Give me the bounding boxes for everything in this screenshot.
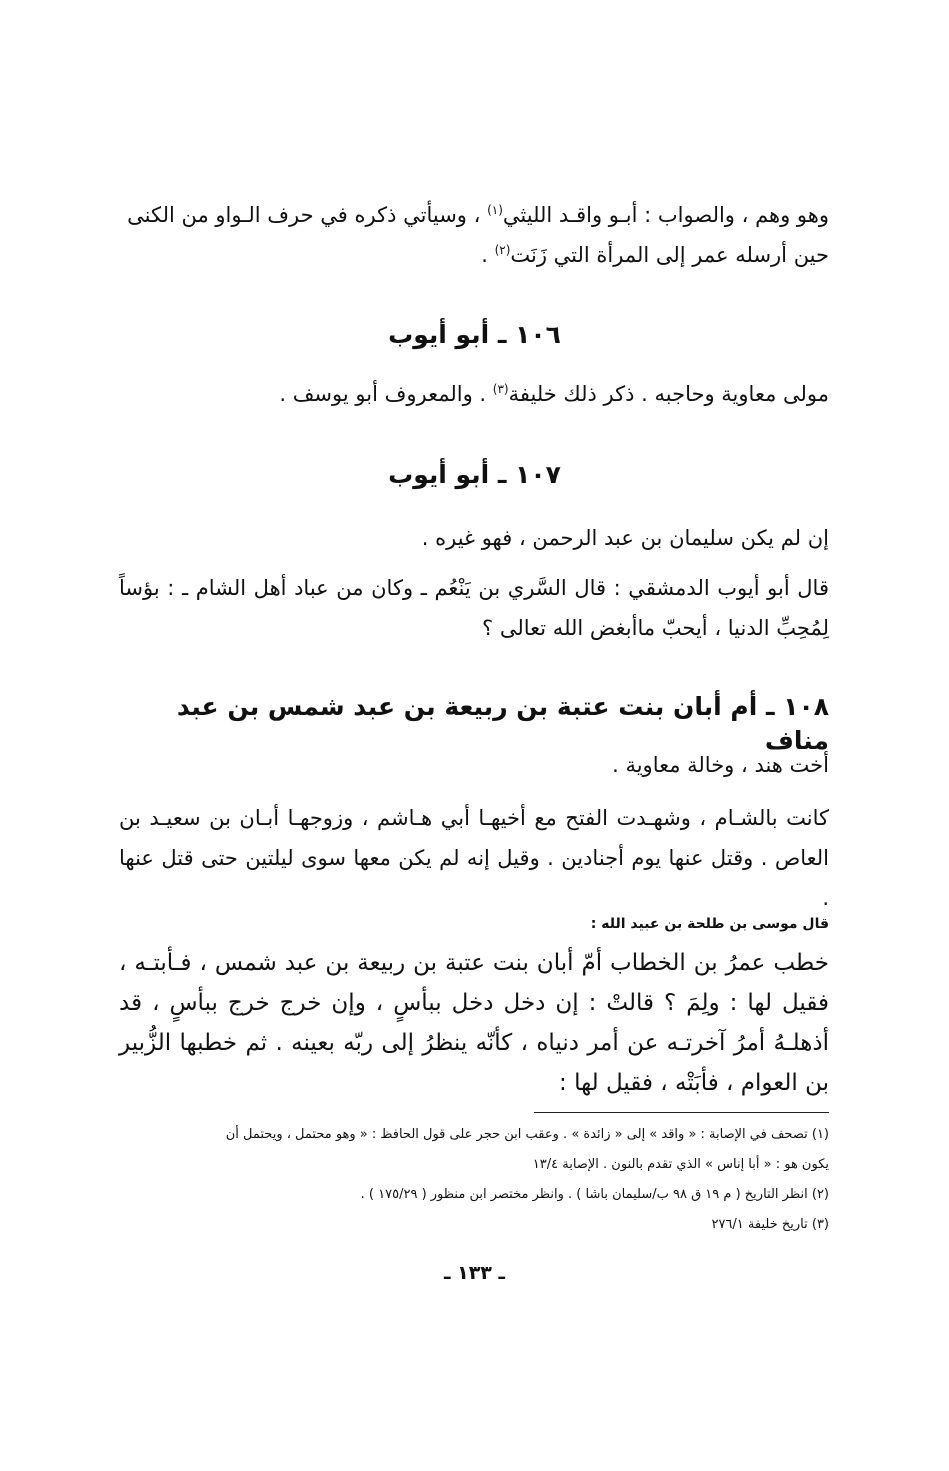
entry-108-line-1-wrap bbox=[119, 745, 829, 785]
entry-107-text-2: قال أبو أيوب الدمشقي : قال السَّري بن يَنْعُم ـ وكان من عباد أهل الشام ـ : بؤساً لِمُحِبِّ الدنيا ، أيحبّ ماأبغض الله تعالى ؟ bbox=[119, 576, 829, 640]
intro-text-2b: . bbox=[481, 243, 495, 267]
footnote-ref-3[interactable]: (٣) bbox=[492, 382, 509, 396]
entry-106-text bbox=[119, 374, 829, 414]
entry-107-heading: ١٠٧ ـ أبو أيوب bbox=[388, 460, 561, 489]
footnote-2: (٢) انظر التاريخ ( م ١٩ ق ٩٨ ب/سليمان باشا ) . وانظر مختصر ابن منظور ( ١٧٥/٢٩ ) . bbox=[360, 1187, 829, 1202]
entry-106-body bbox=[119, 374, 829, 414]
footnote-3: (٣) تاريخ خليفة ٢٧٦/١ bbox=[711, 1217, 829, 1232]
intro-line-2 bbox=[119, 235, 829, 275]
entry-108-hadith-wrap bbox=[119, 943, 829, 1103]
footnote-ref-2[interactable]: (٢) bbox=[494, 243, 511, 257]
footnote-ref-1[interactable]: (١) bbox=[487, 203, 503, 217]
footnote-1-line-b: يكون هو : « أبا إناس » الذي تقدم بالنون . الإصابة ١٣/٤ bbox=[532, 1157, 829, 1172]
intro-text-2: حين أرسله عمر إلى المرأة التي زَنَت bbox=[510, 243, 829, 267]
entry-108-para-2: كانت بالشـام ، وشهـدت الفتح مع أخيهـا أبي هـاشم ، وزوجهـا أبـان بن سعيـد بن العاص . وقتل عنها يوم أجنادين . وقيل إنه لم يكن معها سوى ليلتين حتى قتل عنها . bbox=[119, 806, 829, 910]
intro-text-1b: ، وسيأتي ذكره في حرف الـواو من الكنى bbox=[127, 203, 488, 227]
page-number: ـ ١٣٣ ـ bbox=[443, 1262, 505, 1284]
footnote-separator bbox=[534, 1112, 829, 1113]
footnote-1-line-a: (١) تصحف في الإصابة : « واقد » إلى « زائدة » . وعقب ابن حجر على قول الحافظ : « وهو محتمل ، ويحتمل أن bbox=[225, 1127, 829, 1142]
intro-paragraph bbox=[119, 195, 829, 275]
entry-108-narrator-wrap bbox=[119, 912, 829, 936]
entry-106-text-b: . والمعروف أبو يوسف . bbox=[279, 382, 493, 406]
footnotes bbox=[114, 1120, 829, 1240]
narrator-line: قال موسى بن طلحة بن عبيد الله : bbox=[590, 916, 829, 932]
entry-107-para-2 bbox=[119, 568, 829, 648]
entry-106-text-a: مولى معاوية وحاجبه . ذكر ذلك خليفة bbox=[508, 382, 829, 406]
entry-108-heading: ١٠٨ ـ أم أبان بنت عتبة بن ربيعة بن عبد شمس بن عبد مناف bbox=[176, 692, 829, 755]
entry-107-body bbox=[119, 518, 829, 558]
entry-107-line-1: إن لم يكن سليمان بن عبد الرحمن ، فهو غيره . bbox=[421, 526, 829, 550]
entry-108-para-2-wrap bbox=[119, 798, 829, 918]
entry-106-heading: ١٠٦ ـ أبو أيوب bbox=[388, 320, 561, 349]
entry-108-line-1: أخت هند ، وخالة معاوية . bbox=[612, 753, 829, 777]
hadith-text: خطب عمرُ بن الخطاب أمّ أبان بنت عتبة بن ربيعة بن عبد شمس ، فـأبتـه ، فقيل لها : ولِمَ ؟ قالتْ : إن دخل دخل ببأسٍ ، وإن خرج خرج ببأسٍ ، قد أذهلـهُ أمرُ آخرتـه عن أمر دنياه ، كأنّه ينظرُ إلى ربّه بعينه . ثم خطبها الزُّبير بن العوام ، فأبَتْه ، فقيل لها : bbox=[119, 950, 829, 1096]
intro-text-1: وهو وهم ، والصواب : أبـو واقـد الليثي bbox=[502, 203, 829, 227]
intro-line-1 bbox=[119, 195, 829, 235]
